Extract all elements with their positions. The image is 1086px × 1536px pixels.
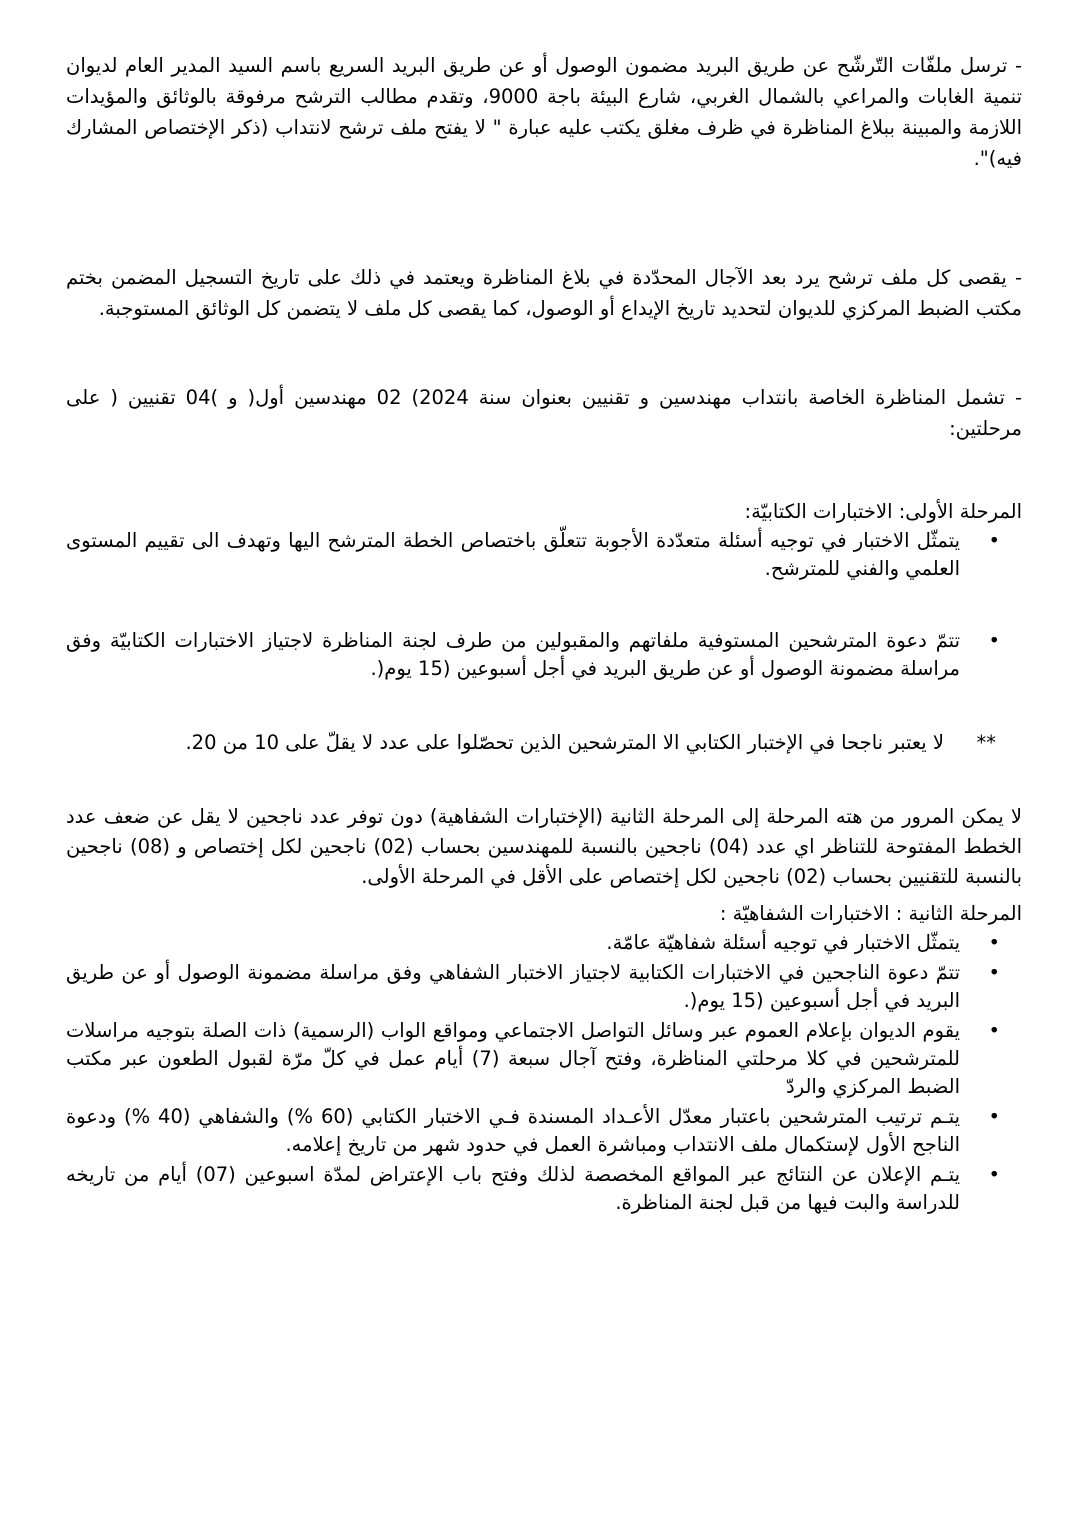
list-item — [66, 959, 1022, 1015]
stage2-heading: المرحلة الثانية : الاختبارات الشفاهيّة : — [719, 902, 1022, 925]
list-item — [66, 527, 1022, 583]
passing-score-note — [66, 727, 1022, 758]
stage1-heading: المرحلة الأولى: الاختبارات الكتابيّة: — [744, 500, 1022, 523]
bullet-icon: • — [988, 931, 1000, 954]
rejection-paragraph: - يقصى كل ملف ترشح يرد بعد الآجال المحدّدة في بلاغ المناظرة ويعتمد في ذلك على تاريخ التسجيل المضمن بختم مكتب الضبط المركزي للديوان لتحديد تاريخ الإيداع أو الوصول، كما يقصى كل ملف لا يتضمن كل الوثائق المستوجبة. — [66, 266, 1022, 320]
list-item-text: يتـم الإعلان عن النتائج عبر المواقع المخصصة لذلك وفتح باب الإعتراض لمدّة اسبوعين (07) أيام من تاريخه للدراسة والبت فيها من قبل لجنة المناظرة. — [66, 1163, 961, 1214]
list-item-text: يقوم الديوان بإعلام العموم عبر وسائل التواصل الاجتماعي ومواقع الواب (الرسمية) ذات الصلة بتوجيه مراسلات للمترشحين في كلا مرحلتي المناظرة، وفتح آجال سبعة (7) أيام عمل في كلّ مرّة لقبول الطعون عبر مكتب الضبط المركزي والردّ — [66, 1019, 960, 1098]
list-item-text: يتمثّل الاختبار في توجيه أسئلة متعدّدة الأجوبة تتعلّق باختصاص الخطة المترشح اليها وتهدف الى تقييم المستوى العلمي والفني للمترشح. — [66, 529, 960, 580]
note-marker: ** — [976, 731, 996, 754]
list-item-text: تتمّ دعوة الناجحين في الاختبارات الكتابية لاجتياز الاختبار الشفاهي وفق مراسلة مضمونة الوصول أو عن طريق البريد في أجل أسبوعين (15 يوم(. — [66, 961, 960, 1012]
bullet-icon: • — [988, 961, 1000, 984]
note-text: لا يعتبر ناجحا في الإختبار الكتابي الا المترشحين الذين تحصّلوا على عدد لا يقلّ على 10 من 20. — [185, 731, 944, 754]
bullet-icon: • — [988, 529, 1000, 552]
stage1-list — [66, 527, 1022, 683]
list-item-text: يتمثّل الاختبار في توجيه أسئلة شفاهيّة عامّة. — [606, 931, 960, 954]
transition-paragraph: لا يمكن المرور من هته المرحلة إلى المرحلة الثانية (الإختبارات الشفاهية) دون توفر عدد ناجحين لا يقل عن ضعف عدد الخطط المفتوحة للتناظر اي عدد (04) ناجحين بالنسبة للمهندسين بحساب (02) ناجحين لكل إختصاص و (08) ناجحين بالنسبة للتقنيين بحساب (02) ناجحين لكل إختصاص على الأقل في المرحلة الأولى. — [66, 805, 1023, 888]
bullet-icon: • — [988, 1105, 1000, 1128]
bullet-icon: • — [988, 629, 1000, 652]
list-item-text: يتـم ترتيب المترشحين باعتبار معدّل الأعـداد المسندة فـي الاختبار الكتابي (60 %) والشفاهي (40 %) ودعوة الناجح الأول لإستكمال ملف الانتداب ومباشرة العمل في حدود شهر من تاريخ إعلامه. — [66, 1105, 961, 1156]
bullet-icon: • — [988, 1163, 1000, 1186]
stage2-list — [66, 929, 1022, 1217]
submission-paragraph: - ترسل ملفّات التّرشّح عن طريق البريد مضمون الوصول أو عن طريق البريد السريع باسم السيد المدير العام لديوان تنمية الغابات والمراعي بالشمال الغربي، شارع البيئة باجة 9000، وتقدم مطالب الترشح مرفوقة بالوثائق والمؤيدات اللازمة والمبينة ببلاغ المناظرة في ظرف مغلق يكتب عليه عبارة " لا يفتح ملف ترشح لانتداب (ذكر الإختصاص المشارك فيه)". — [66, 54, 1022, 170]
list-item — [66, 1103, 1022, 1159]
list-item — [66, 627, 1022, 683]
list-item — [66, 929, 1022, 957]
list-item — [66, 1017, 1022, 1101]
bullet-icon: • — [988, 1019, 1000, 1042]
list-item-text: تتمّ دعوة المترشحين المستوفية ملفاتهم والمقبولين من طرف لجنة المناظرة لاجتياز الاختبارات الكتابيّة وفق مراسلة مضمونة الوصول أو عن طريق البريد في أجل أسبوعين (15 يوم(. — [66, 629, 960, 680]
stages-paragraph: - تشمل المناظرة الخاصة بانتداب مهندسين و تقنيين بعنوان سنة 2024) 02 مهندسين أول( و )04 تقنيين ( على مرحلتين: — [66, 386, 1022, 440]
list-item — [66, 1161, 1022, 1217]
